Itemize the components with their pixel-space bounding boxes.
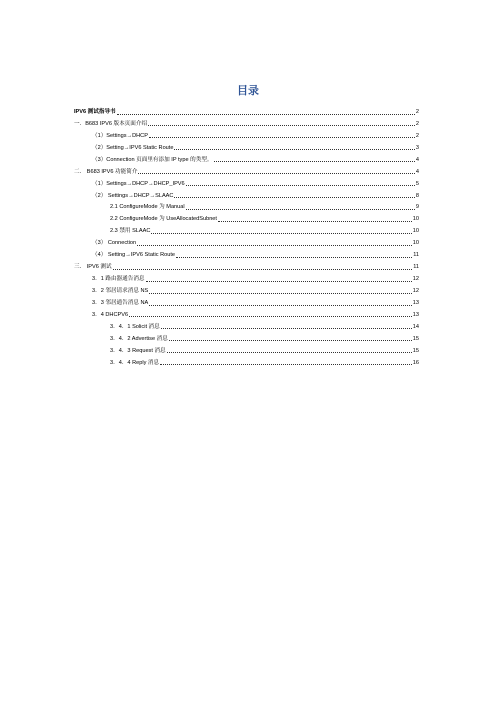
dot-leader — [149, 137, 415, 138]
toc-entry-page-number[interactable]: 2 — [415, 132, 419, 139]
toc-entry-text[interactable]: （2）Setting→IPV6 Static Route — [92, 144, 174, 151]
toc-entry-page-number[interactable]: 12 — [412, 288, 419, 294]
toc-entry[interactable] — [74, 104, 419, 116]
dot-leader — [149, 305, 412, 306]
toc-entry[interactable] — [74, 200, 419, 212]
toc-entry-page-number[interactable]: 15 — [412, 335, 419, 342]
toc-entry-page-number[interactable]: 13 — [412, 299, 419, 306]
toc-entry[interactable] — [74, 331, 419, 343]
toc-entry-page-number[interactable]: 11 — [413, 252, 419, 259]
dot-leader — [113, 269, 413, 270]
toc-entry[interactable] — [74, 116, 419, 128]
toc-entry-text[interactable]: 3．3 邻居通告消息 NA — [92, 299, 149, 306]
dot-leader — [129, 316, 412, 317]
toc-entry-page-number[interactable]: 12 — [412, 276, 419, 283]
toc-entry-text[interactable]: 2.1 ConfigureMode 为 Manual — [110, 204, 185, 211]
toc-entry-page-number[interactable]: 4 — [415, 156, 419, 163]
toc-entry-page-number[interactable]: 11 — [413, 264, 419, 271]
toc-entry-page-number[interactable]: 3 — [415, 144, 419, 151]
dot-leader — [151, 233, 411, 234]
toc-entry-text[interactable]: 3．4．4 Reply 消息 — [110, 359, 160, 366]
toc-entry[interactable] — [74, 307, 419, 319]
toc-entry[interactable] — [74, 223, 419, 235]
toc-entry-page-number[interactable]: 2 — [415, 120, 419, 127]
toc-entry-page-number[interactable]: 4 — [415, 168, 419, 175]
dot-leader — [214, 161, 415, 162]
toc-entry-text[interactable]: 3．4．1 Solicit 消息 — [110, 323, 160, 330]
toc-entry-text[interactable]: 2.3 禁用 SLAAC — [110, 228, 151, 235]
toc-entry-page-number[interactable]: 8 — [415, 192, 419, 199]
toc-entry-text[interactable]: （3）Connection 页面里有添加 IP type 的类型。 — [92, 156, 213, 163]
toc-entry-text[interactable]: 3．4．2 Advertise 消息 — [110, 335, 168, 342]
dot-leader — [137, 245, 412, 246]
toc-entry-text[interactable]: 一．B683 IPV6 版本页面介绍 — [74, 120, 148, 127]
toc-entry-text[interactable]: （1）Settings→DHCP→DHCP_IPV6 — [92, 180, 185, 187]
toc-entry-page-number[interactable]: 5 — [415, 180, 419, 187]
toc-entry[interactable] — [74, 176, 419, 188]
table-of-contents — [74, 104, 419, 367]
toc-entry[interactable] — [74, 271, 419, 283]
dot-leader — [186, 209, 415, 210]
toc-entry-text[interactable]: 三． IPV6 测试 — [74, 264, 112, 271]
toc-entry-page-number[interactable]: 10 — [412, 228, 419, 235]
toc-entry-text[interactable]: （1）Settings→DHCP — [92, 132, 148, 139]
toc-entry-page-number[interactable]: 15 — [412, 347, 419, 354]
toc-entry[interactable] — [74, 259, 419, 271]
toc-entry[interactable] — [74, 211, 419, 223]
toc-entry-text[interactable]: 3．1 路由器通告消息 — [92, 276, 145, 283]
toc-entry-text[interactable]: 3．4 DHCPV6 — [92, 311, 129, 318]
toc-entry[interactable] — [74, 247, 419, 259]
toc-entry-text[interactable]: 二． B683 IPV6 功能简介 — [74, 168, 138, 175]
toc-entry-page-number[interactable]: 9 — [415, 204, 419, 211]
toc-entry[interactable] — [74, 128, 419, 140]
dot-leader — [146, 281, 412, 282]
toc-entry-page-number[interactable]: 2 — [415, 108, 419, 115]
toc-entry[interactable] — [74, 343, 419, 355]
toc-entry[interactable] — [74, 164, 419, 176]
toc-entry-text[interactable]: （4） Setting→IPV6 Static Route — [92, 252, 176, 259]
dot-leader — [167, 352, 412, 353]
toc-entry-page-number[interactable]: 10 — [412, 240, 419, 247]
toc-entry-page-number[interactable]: 14 — [412, 323, 419, 330]
toc-entry[interactable] — [74, 235, 419, 247]
dot-leader — [174, 197, 414, 198]
dot-leader — [149, 293, 412, 294]
dot-leader — [176, 257, 412, 258]
dot-leader — [218, 221, 412, 222]
toc-entry-page-number[interactable]: 16 — [412, 359, 419, 366]
toc-entry-text[interactable]: （3） Connection — [92, 240, 137, 247]
toc-entry[interactable] — [74, 140, 419, 152]
toc-entry-page-number[interactable]: 10 — [412, 216, 419, 223]
toc-entry[interactable] — [74, 188, 419, 200]
dot-leader — [174, 149, 414, 150]
toc-entry-text[interactable]: IPV6 测试指导书 — [74, 108, 116, 115]
toc-entry-page-number[interactable]: 13 — [412, 311, 419, 318]
dot-leader — [186, 185, 415, 186]
toc-entry-text[interactable]: 3．4．3 Request 消息 — [110, 347, 166, 354]
toc-entry[interactable] — [74, 319, 419, 331]
toc-entry-text[interactable]: 3．2 邻居请求消息 NS — [92, 288, 149, 294]
toc-entry-text[interactable]: （2） Settings→DHCP→SLAAC — [92, 192, 174, 199]
toc-entry[interactable] — [74, 283, 419, 295]
toc-entry[interactable] — [74, 152, 419, 164]
toc-entry[interactable] — [74, 295, 419, 307]
dot-leader — [138, 173, 414, 174]
toc-title: 目录 — [237, 84, 259, 97]
dot-leader — [160, 364, 412, 365]
dot-leader — [161, 328, 412, 329]
dot-leader — [148, 125, 415, 126]
toc-entry[interactable] — [74, 355, 419, 367]
dot-leader — [117, 114, 415, 115]
dot-leader — [169, 340, 412, 341]
toc-entry-text[interactable]: 2.2 ConfigureMode 为 UseAllocatedSubnet — [110, 216, 217, 223]
